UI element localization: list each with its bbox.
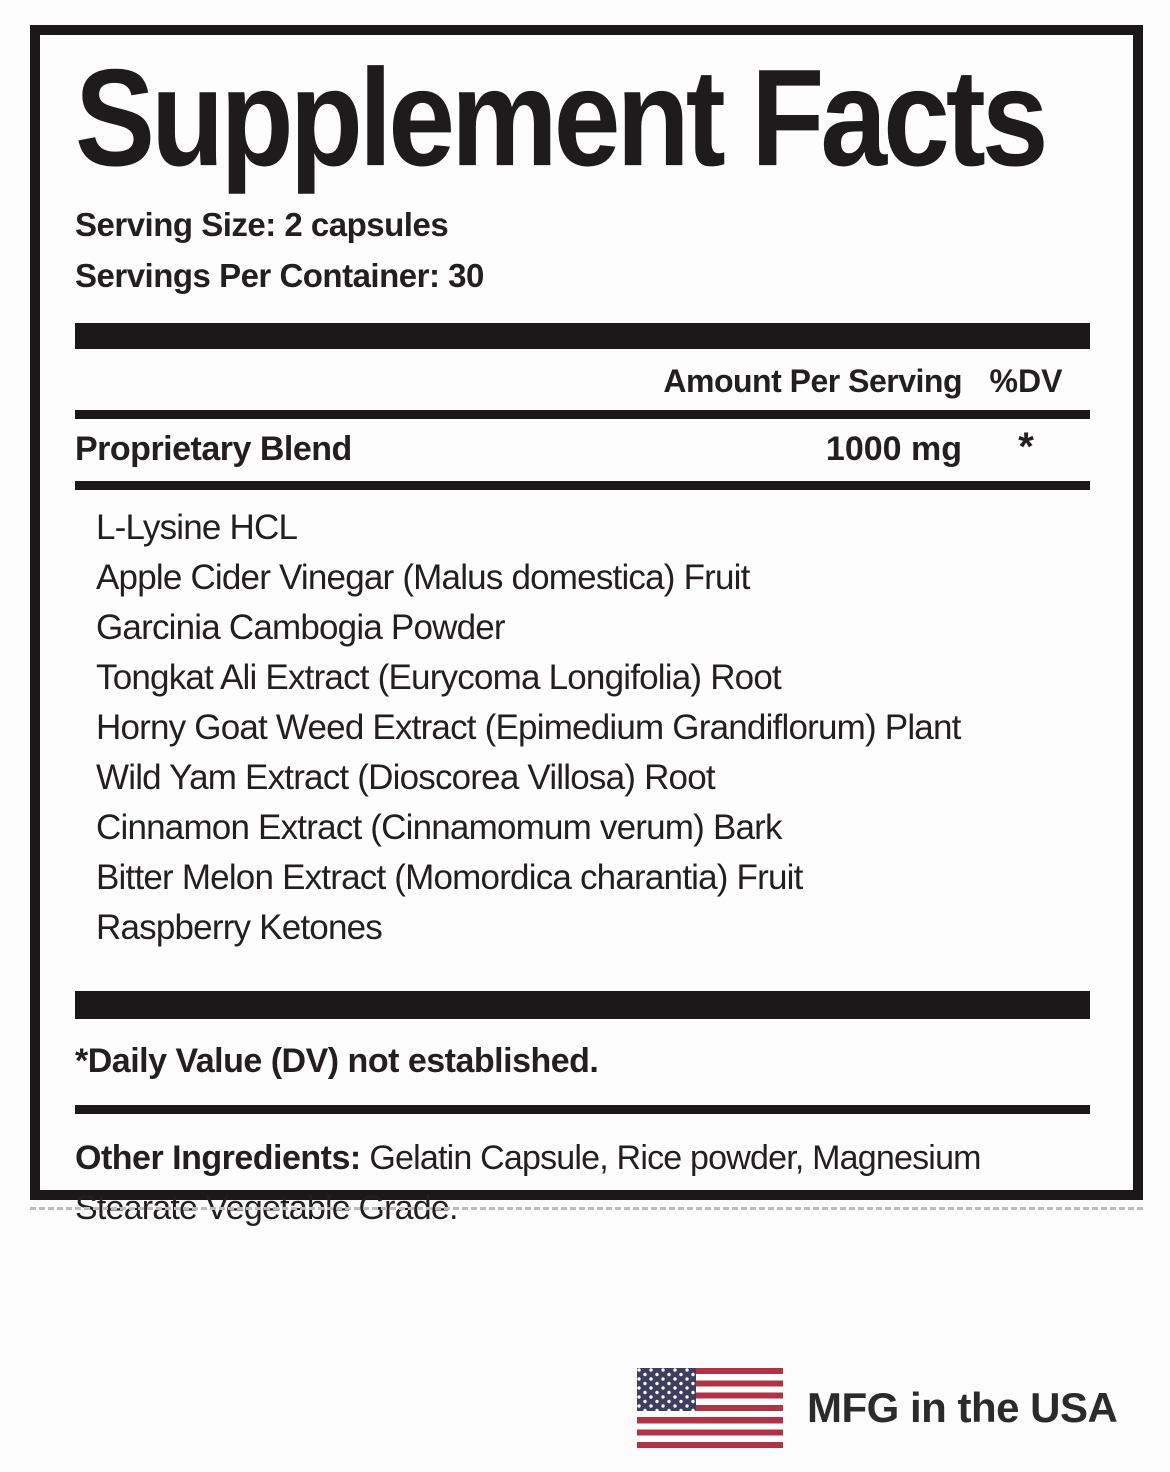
serving-size: Serving Size: 2 capsules — [75, 206, 449, 243]
other-ingredients-label: Other Ingredients: — [75, 1139, 361, 1177]
usa-flag-canton — [637, 1368, 696, 1411]
amount-per-serving-header: Amount Per Serving — [663, 363, 962, 399]
other-ingredients — [75, 1114, 1060, 1233]
supplement-facts-panel — [30, 25, 1143, 1227]
divider-bar-top — [75, 323, 1090, 349]
proprietary-blend-row — [75, 419, 1090, 481]
ingredient-item: Wild Yam Extract (Dioscorea Villosa) Root — [96, 758, 715, 797]
serving-info — [75, 199, 1090, 301]
percent-dv-header: %DV — [989, 363, 1063, 399]
ingredient-item: Raspberry Ketones — [96, 908, 383, 947]
ingredient-item: Bitter Melon Extract (Momordica charantia) Fruit — [96, 858, 803, 897]
other-ingredients-text: Gelatin Capsule, Rice powder, Magnesium Stearate Vegetable Grade. — [75, 1139, 981, 1227]
divider-bar-bottom — [75, 991, 1090, 1019]
ingredient-list — [75, 490, 1090, 971]
divider-rule-3 — [75, 1105, 1090, 1114]
panel-title: Supplement Facts — [75, 40, 1045, 196]
perforation-line — [30, 1207, 1143, 1210]
ingredient-item: Apple Cider Vinegar (Malus domestica) Fruit — [96, 558, 750, 597]
mfg-in-usa-text: MFG in the USA — [807, 1384, 1118, 1431]
divider-rule-1 — [75, 410, 1090, 419]
mfg-footer — [637, 1368, 1117, 1448]
blend-dv-asterisk: * — [1018, 425, 1034, 469]
ingredient-item: L-Lysine HCL — [96, 508, 298, 547]
table-header-row — [75, 349, 1090, 410]
ingredient-item: Horny Goat Weed Extract (Epimedium Grandiflorum) Plant — [96, 708, 961, 747]
blend-name: Proprietary Blend — [75, 430, 352, 468]
ingredient-item: Tongkat Ali Extract (Eurycoma Longifolia) Root — [96, 658, 781, 697]
divider-rule-2 — [75, 481, 1090, 490]
ingredient-item: Garcinia Cambogia Powder — [96, 608, 505, 647]
ingredient-item: Cinnamon Extract (Cinnamomum verum) Bark — [96, 808, 782, 847]
servings-per-container: Servings Per Container: 30 — [75, 257, 484, 294]
blend-amount: 1000 mg — [825, 430, 962, 468]
usa-flag-icon — [637, 1368, 783, 1448]
daily-value-footnote: *Daily Value (DV) not established. — [75, 1042, 599, 1080]
